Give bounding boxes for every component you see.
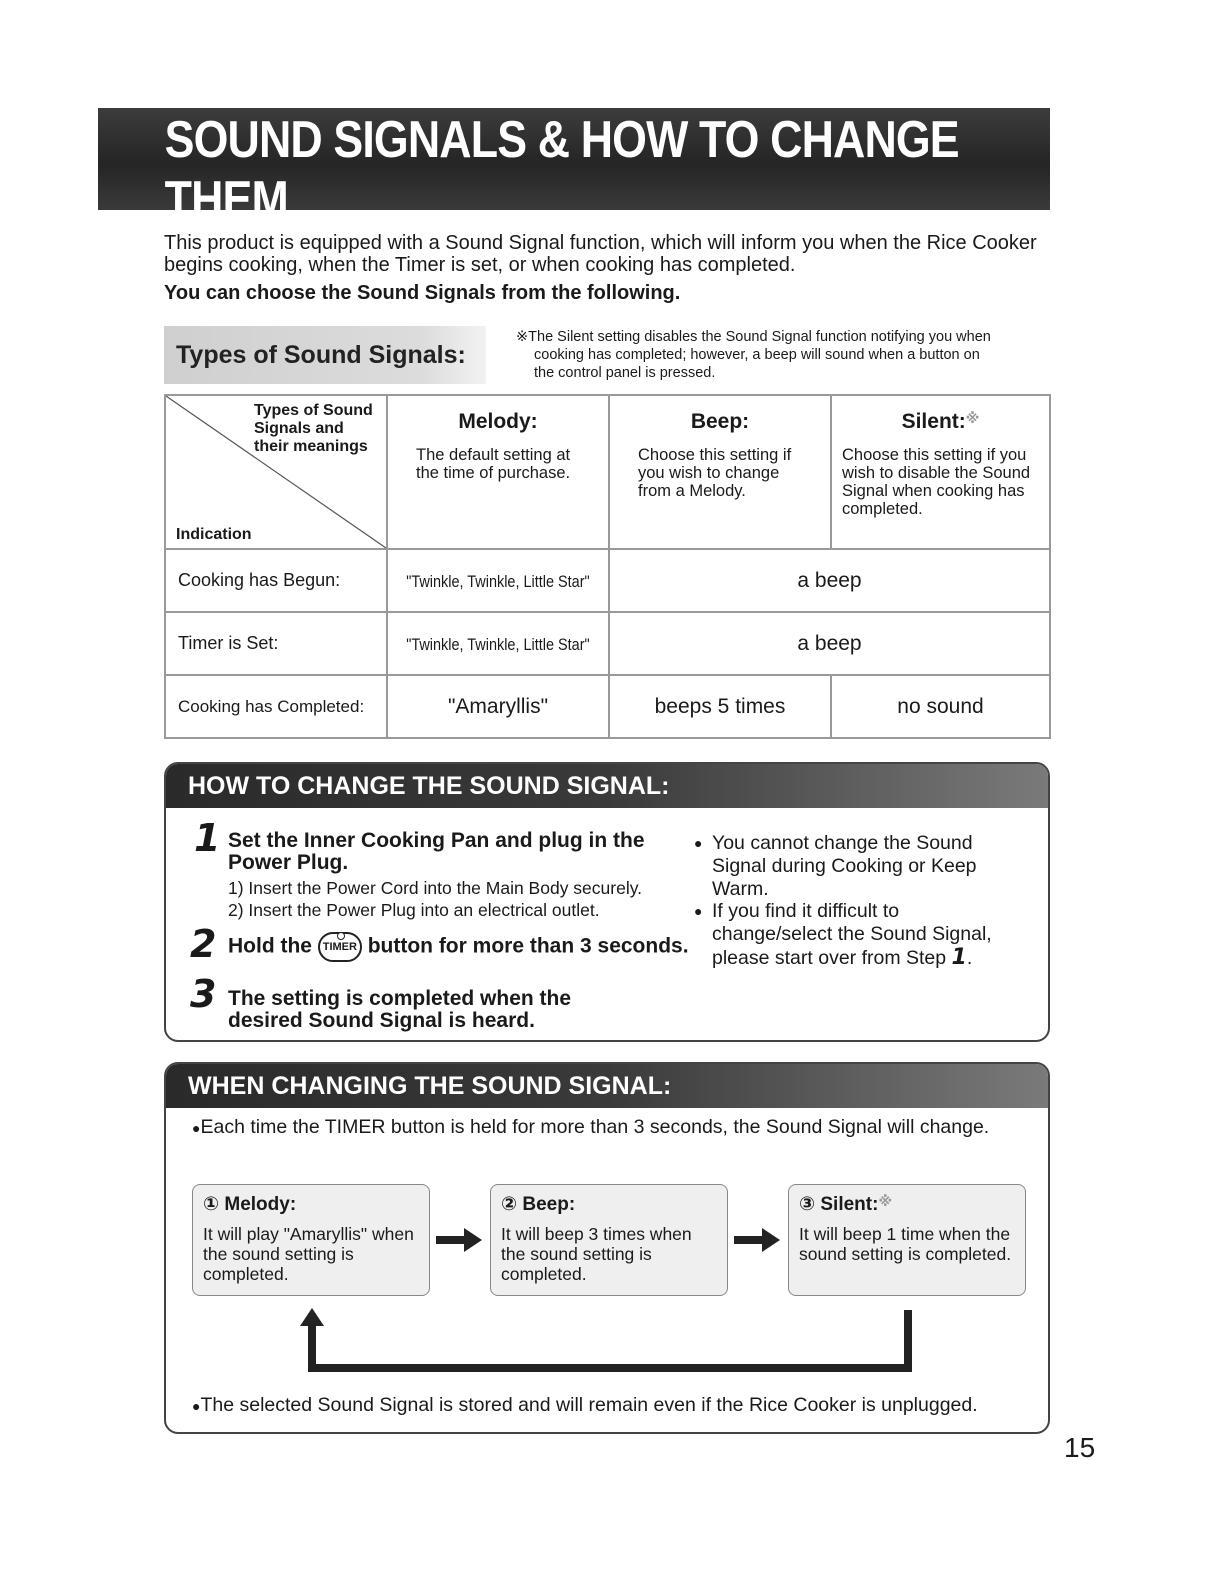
step1-sub1: 1) Insert the Power Cord into the Main Body securely. <box>228 878 643 898</box>
note-line-3: the control panel is pressed. <box>534 365 716 381</box>
sound-signal-table <box>164 394 1051 739</box>
step2-text: Hold the TIMER button for more than 3 seconds. <box>228 932 689 962</box>
note-line-2: cooking has completed; however, a beep will sound when a button on <box>534 347 980 363</box>
row1-beep-silent-cell: a beep <box>609 549 1050 612</box>
mode-beep-box <box>490 1184 728 1296</box>
table-row <box>165 612 1050 675</box>
mode-silent-box <box>788 1184 1026 1296</box>
step3-number: 3 <box>190 972 217 1016</box>
mode-melody-box <box>192 1184 430 1296</box>
row-label: Cooking has Begun: <box>165 549 387 612</box>
intro-text: This product is equipped with a Sound Signal function, which will inform you when the Rice Cooker begins cooking, when the Timer is set, or when cooking has completed. <box>164 232 1037 276</box>
changing-bullet-1: ●Each time the TIMER button is held for more than 3 seconds, the Sound Signal will change. <box>192 1116 990 1138</box>
row3-silent-cell: no sound <box>831 675 1050 738</box>
howto-bullet-1: ● You cannot change the Sound Signal during Cooking or Keep Warm. <box>694 832 977 900</box>
mode-silent-title: ③ Silent:※ <box>799 1193 893 1215</box>
row3-beep-cell: beeps 5 times <box>609 675 831 738</box>
note-line-1: The Silent setting disables the Sound Signal function notifying you when <box>528 329 991 345</box>
page-title: SOUND SIGNALS & HOW TO CHANGE THEM <box>164 111 959 229</box>
mode-beep-title: ② Beep: <box>501 1194 576 1215</box>
silent-title: Silent:※ <box>901 410 980 433</box>
melody-title: Melody: <box>458 410 538 433</box>
melody-desc: The default setting at the time of purchase. <box>416 446 571 482</box>
beep-title: Beep: <box>690 410 750 433</box>
step3-title: The setting is completed when the desired Sound Signal is heard. <box>228 987 572 1032</box>
corner-indication-label: Indication <box>176 526 252 543</box>
row-label: Timer is Set: <box>165 612 387 675</box>
beep-desc: Choose this setting if you wish to change from a Melody. <box>638 446 792 500</box>
howto-bullet-2: ● If you find it difficult to change/select the Sound Signal, please start over from Step 1. <box>694 900 992 970</box>
note-mark: ※ <box>516 329 529 345</box>
melody-header-cell <box>387 395 609 549</box>
row2-beep-silent-cell: a beep <box>609 612 1050 675</box>
loop-back-arrow-icon <box>294 1308 914 1378</box>
table-row <box>165 675 1050 738</box>
beep-header-cell <box>609 395 831 549</box>
changing-heading: WHEN CHANGING THE SOUND SIGNAL: <box>166 1064 1048 1108</box>
step1-sub2: 2) Insert the Power Plug into an electrical outlet. <box>228 900 600 920</box>
timer-button-icon: TIMER <box>318 932 362 962</box>
step1-title: Set the Inner Cooking Pan and plug in the Power Plug. <box>228 829 645 874</box>
howto-heading: HOW TO CHANGE THE SOUND SIGNAL: <box>166 764 1048 808</box>
step1-number: 1 <box>194 816 221 860</box>
mode-melody-desc: It will play "Amaryllis" when the sound setting is completed. <box>203 1224 414 1284</box>
row1-melody-cell: "Twinkle, Twinkle, Little Star" <box>387 549 609 612</box>
mode-beep-desc: It will beep 3 times when the sound setting is completed. <box>501 1224 692 1284</box>
changing-panel <box>164 1062 1050 1434</box>
mode-melody-title: ① Melody: <box>203 1194 297 1215</box>
corner-types-label: Types of Sound Signals and their meanings <box>254 402 373 455</box>
table-row <box>165 549 1050 612</box>
row3-melody-cell: "Amaryllis" <box>387 675 609 738</box>
types-heading: Types of Sound Signals: <box>164 326 486 384</box>
row2-melody-cell: "Twinkle, Twinkle, Little Star" <box>387 612 609 675</box>
title-banner <box>98 108 1050 229</box>
table-corner-cell <box>165 395 387 549</box>
row-label: Cooking has Completed: <box>165 675 387 738</box>
intro-bold-text: You can choose the Sound Signals from the following. <box>164 282 681 304</box>
howto-panel <box>164 762 1050 1042</box>
arrow-right-icon <box>436 1226 482 1254</box>
silent-note <box>516 328 1052 382</box>
step2-number: 2 <box>190 922 217 966</box>
mode-silent-desc: It will beep 1 time when the sound setting is completed. <box>799 1224 1012 1264</box>
silent-desc: Choose this setting if you wish to disable the Sound Signal when cooking has completed. <box>842 446 1031 518</box>
arrow-right-icon <box>734 1226 780 1254</box>
page-number: 15 <box>1064 1432 1096 1463</box>
changing-bullet-2: ●The selected Sound Signal is stored and will remain even if the Rice Cooker is unplugged. <box>192 1394 978 1416</box>
silent-header-cell <box>831 395 1050 549</box>
